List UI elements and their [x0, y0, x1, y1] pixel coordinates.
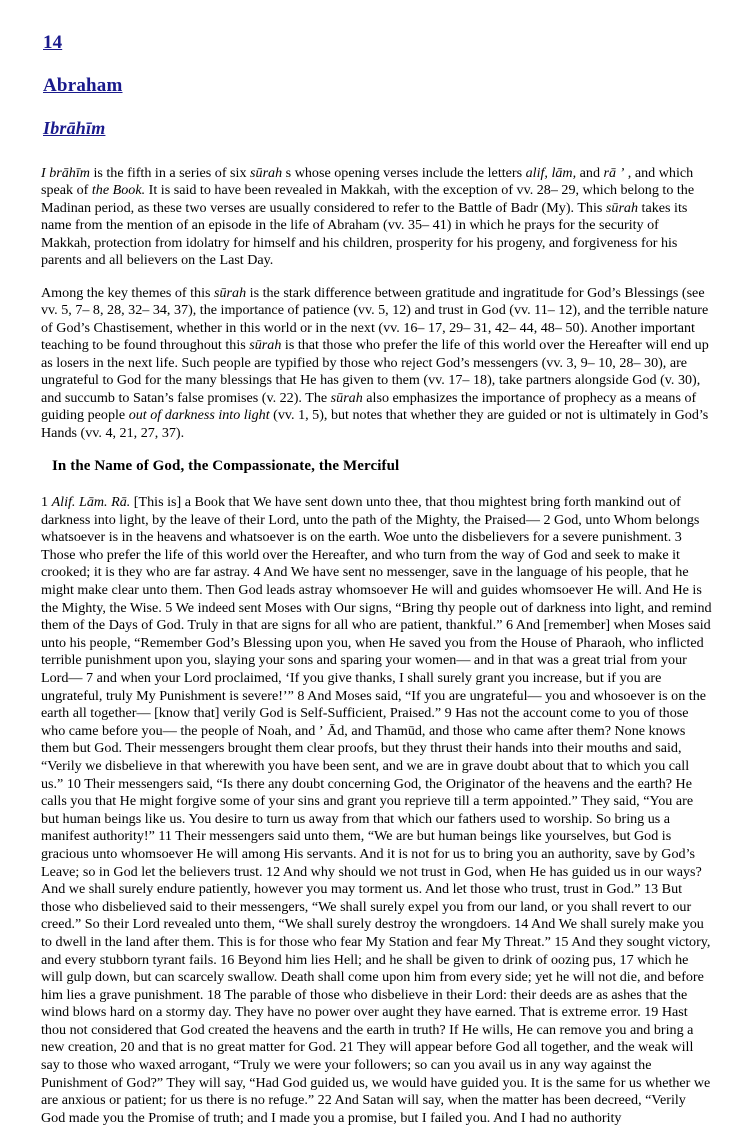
intro-paragraph-1: I brāhīm is the fifth in a series of six sūrah s whose opening verses include the letters alif, lām, and rā ʼ , and which speak of the Book. It is said to have been revealed in Makkah, with the exception of vv. 28– 29, which belong to the Madinan period, as these two verses are usually considered to refer to the Battle of Badr (My). This sūrah takes its name from the mention of an episode in the life of Abraham (vv. 35– 41) in which he prays for the security of Makkah, protection from idolatry for himself and his children, prosperity for his progeny, and forgiveness for his parents and all believers on the Last Day.: [41, 164, 695, 269]
chapter-number: 14: [43, 32, 63, 53]
basmala-heading: In the Name of God, the Compassionate, the Merciful: [52, 458, 400, 475]
chapter-title-transliteration: Ibrāhīm: [43, 117, 106, 138]
intro-paragraph-2: Among the key themes of this sūrah is the stark difference between gratitude and ingratitude for God’s Blessings (see vv. 5, 7– 8, 28, 32– 34, 37), the importance of patience (vv. 5, 12) and trust in God (vv. 11– 12), and the terrible nature of God’s Chastisement, whether in this world or in the next (vv. 16– 17, 29– 31, 42– 44, 48– 50). Another important teaching to be found throughout this sūrah is that those who prefer the life of this world over the Hereafter will end up as losers in the next life. Such people are typified by those who reject God’s messengers (vv. 3, 9– 10, 28– 30), are ungrateful to God for the many blessings that He has given to them (vv. 17– 18), take partners alongside God (v. 30), and succumb to Satan’s false promises (v. 22). The sūrah also emphasizes the importance of prophecy as a means of guiding people out of darkness into light (vv. 1, 5), but notes that whether they are guided or not is ultimately in God’s Hands (vv. 4, 21, 27, 37).: [41, 284, 709, 441]
verse-body-text: 1 Alif. Lām. Rā. [This is] a Book that We have sent down unto thee, that thou mightest bring forth mankind out of darkness into light, by the leave of their Lord, unto the path of the Mighty, the Praised— 2 God, unto Whom belongs whatsoever is in the heavens and whatsoever is on the earth. Woe unto the disbelievers for a severe punishment. 3 Those who prefer the life of this world over the Hereafter, and who turn from the way of God and seek to make it crooked; it is they who are far astray. 4 And We have sent no messenger, save in the language of his people, that he might make clear unto them. Then God leads astray whomsoever He will and guides whomsoever He will. And He is the Mighty, the Wise. 5 We indeed sent Moses with Our signs, “Bring thy people out of darkness into light, and remind them of the Days of God. Truly in that are signs for all who are patient, thankful.” 6 And [remember] when Moses said unto his people, “Remember God’s Blessing upon you, when He saved you from the House of Pharaoh, who inflicted terrible punishment upon you, slaying your sons and sparing your women— and in that was a great trial from your Lord— 7 and when your Lord proclaimed, ‘If you give thanks, I shall surely grant you increase, but if you are ungrateful, truly My Punishment is severe!’” 8 And Moses said, “If you are ungrateful— you and whosoever is on the earth all together— [know that] verily God is Self-Sufficient, Praised.” 9 Has not the account come to you of those who came before you— the people of Noah, and ʼ Ād, and Thamūd, and those who came after them? None knows them but God. Their messengers brought them clear proofs, but they thrust their hands into their mouths and said, “Verily we disbelieve in that wherewith you have been sent, and we are in grave doubt about that to which you call us.” 10 Their messengers said, “Is there any doubt concerning God, the Originator of the heavens and the earth? He calls you that He might forgive some of your sins and grant you reprieve till a term appointed.” They said, “You are but human beings like us. You desire to turn us away from that which our fathers used to worship. So bring us a manifest authority!” 11 Their messengers said unto them, “We are but human beings like yourselves, but God is gracious unto whomsoever He will among His servants. And it is not for us to bring you an authority, save by God’s Leave; so in God let the believers trust. 12 And why should we not trust in God, when He has guided us in our ways? And we shall surely endure patiently, however you may torment us. And let those who trust, trust in God.” 13 But those who disbelieved said to their messengers, “We shall surely expel you from our land, or you shall revert to our creed.” So their Lord revealed unto them, “We shall surely destroy the wrongdoers. 14 And We shall surely make you to dwell in the land after them. This is for those who fear My Station and fear My Threat.” 15 And they sought victory, and every stubborn tyrant fails. 16 Beyond him lies Hell; and he shall be given to drink of oozing pus, 17 which he will gulp down, but can scarcely swallow. Death shall come upon him from every side; yet he will not die, and before him lies a grave punishment. 18 The parable of those who disbelieve in their Lord: their deeds are as ashes that the wind blows hard on a stormy day. They have no power over aught they have earned. That is extreme error. 19 Hast thou not considered that God created the heavens and the earth in truth? If He wills, He can remove you and bring a new creation, 20 and that is no great matter for God. 21 They will appear before God all together, and the weak will say to those who waxed arrogant, “Truly we were your followers; so can you avail us in any way against the Punishment of God?” They will say, “Had God guided us, we would have guided you. It is the same for us whether we are anxious or patient; for us there is no refuge.” 22 And Satan will say, when the matter has been decreed, “Verily God made you the Promise of truth; and I made you a promise, but I failed you. And I had no authority: [41, 494, 712, 1126]
chapter-title: Abraham: [43, 74, 123, 96]
